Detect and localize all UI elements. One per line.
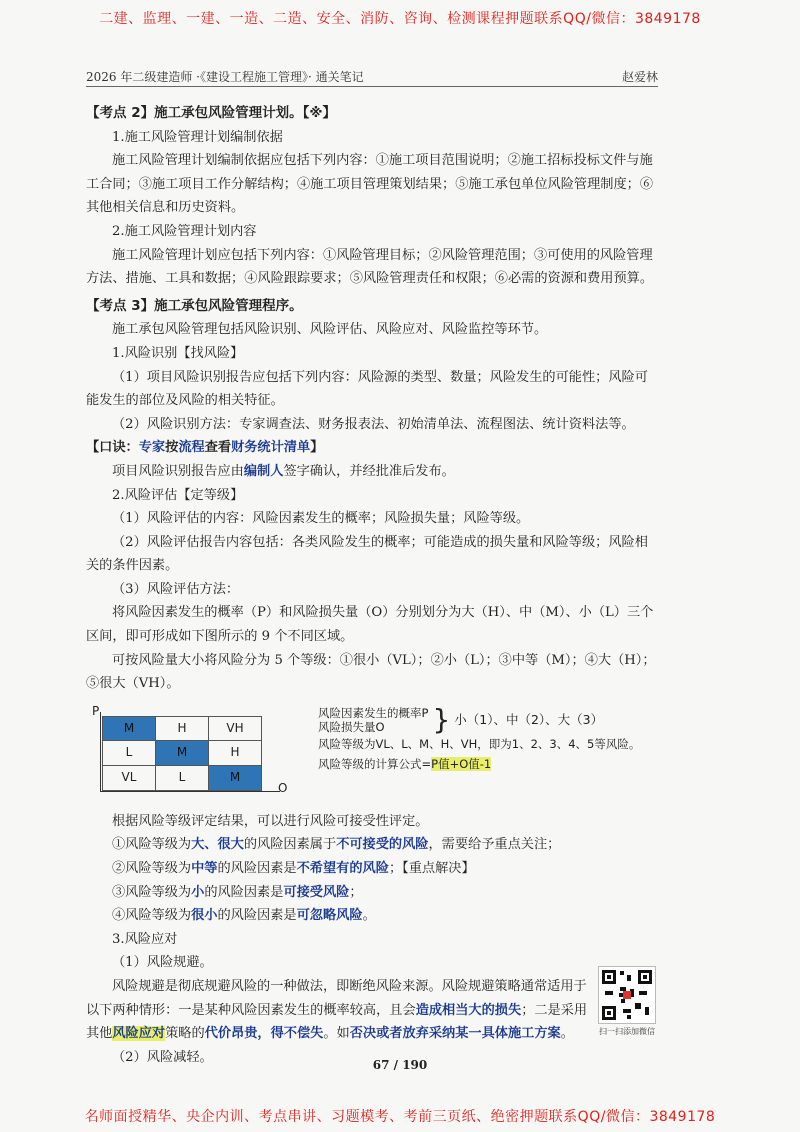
risk-matrix xyxy=(102,716,262,791)
text: ；【重点解决】 xyxy=(388,861,475,877)
subheading: 1.风险识别【找风险】 xyxy=(112,345,244,361)
level-text: 小（1）、中（2）、大（3） xyxy=(454,711,604,727)
top-banner: 二建、监理、一建、一造、二造、安全、消防、咨询、检测课程押题联系QQ/微信：3849178 xyxy=(99,11,701,27)
emphasis: 代价昂贵，得不偿失 xyxy=(204,1026,324,1042)
text: 风险规避是彻底规避风险的一种做法，即断绝风险来源。风险规避策略通常适用于以下两种情形：一是某种风险因素发生的概率较高，且会 xyxy=(86,979,587,1018)
qr-code-icon xyxy=(599,967,655,1023)
x-axis-line xyxy=(100,791,280,792)
paragraph xyxy=(86,460,658,484)
emphasis: 否决或者放弃采纳某一具体施工方案 xyxy=(349,1026,561,1042)
page-content xyxy=(86,98,658,1069)
section-3-heading xyxy=(86,295,658,319)
text: 的风险因素是 xyxy=(204,884,284,900)
figure-notes xyxy=(318,702,668,774)
emphasis: 小 xyxy=(191,884,205,900)
pq-labels xyxy=(318,706,428,734)
text: 。 xyxy=(362,908,376,924)
formula-line xyxy=(318,754,668,774)
y-axis-line xyxy=(100,712,101,792)
matrix-cell: L xyxy=(156,766,209,791)
formula-prefix: 风险等级的计算公式= xyxy=(318,756,432,771)
emphasis: 可接受风险 xyxy=(283,884,350,900)
text: 的风险因素属于 xyxy=(243,837,337,853)
emphasis: 风险应对 xyxy=(112,1026,166,1042)
risk-rule xyxy=(86,833,658,857)
paragraph: 施工承包风险管理包括风险识别、风险评估、风险应对、风险监控等环节。 xyxy=(112,322,548,338)
risk-rule xyxy=(86,881,658,905)
mnemonic-key: 流程 xyxy=(178,440,205,456)
risk-matrix-figure xyxy=(86,700,658,810)
risk-rule xyxy=(86,904,658,928)
text: 策略的 xyxy=(165,1026,205,1042)
qr-code[interactable] xyxy=(598,966,656,1024)
text: 的风险因素是 xyxy=(217,908,297,924)
paragraph: （3）风险评估方法： xyxy=(112,581,240,597)
emphasis: 不希望有的风险 xyxy=(296,861,389,877)
text: ①风险等级为 xyxy=(112,837,192,853)
text: 签字确认，并经批准后发布。 xyxy=(283,463,455,479)
paragraph: （1）项目风险识别报告应包括下列内容：风险源的类型、数量；风险发生的可能性；风险可能发生的部位及风险的相关特征。 xyxy=(86,369,648,409)
mnemonic-key: 专家 xyxy=(138,440,166,456)
formula: P值+O值-1 xyxy=(431,756,492,771)
matrix-cell: L xyxy=(103,741,156,766)
loss-label: 风险损失量O xyxy=(318,719,385,734)
mnemonic-text: 按 xyxy=(165,440,179,456)
text: ，需要给予重点关注； xyxy=(428,837,561,853)
paragraph: 可按风险量大小将风险分为 5 个等级：①很小（VL）；②小（L）；③中等（M）；④大（H）；⑤很大（VH）。 xyxy=(86,652,656,692)
subheading: 2.施工风险管理计划内容 xyxy=(112,223,257,239)
subheading: 1.施工风险管理计划编制依据 xyxy=(112,129,283,145)
axis-o-label: O xyxy=(278,780,288,795)
header-author: 赵爱林 xyxy=(621,70,658,84)
mnemonic-text: 查看 xyxy=(204,440,232,456)
emphasis: 不可接受的风险 xyxy=(336,837,429,853)
text: 。 xyxy=(560,1026,574,1042)
matrix-cell: VL xyxy=(103,766,156,791)
section-tag: 【考点 2】 xyxy=(86,105,155,121)
emphasis: 很小 xyxy=(191,908,218,924)
page-header xyxy=(86,66,658,87)
section-tag: 【考点 3】 xyxy=(86,297,155,314)
paragraph: （1）风险评估的内容：风险因素发生的概率；风险损失量；风险等级。 xyxy=(112,511,530,527)
rank-text: 风险等级为VL、L、M、H、VH，即为1、2、3、4、5等风险。 xyxy=(318,736,641,751)
matrix-cell: M xyxy=(156,741,209,766)
text: ；二是采用其他 xyxy=(86,1002,588,1042)
text: 。如 xyxy=(323,1026,350,1042)
subheading: 3.风险应对 xyxy=(112,931,178,947)
matrix-cell: M xyxy=(103,716,156,741)
subheading: 2.风险评估【定等级】 xyxy=(112,487,244,503)
prob-label: 风险因素发生的概率P xyxy=(318,705,429,720)
emphasis: 可忽略风险 xyxy=(296,908,363,924)
mnemonic-prefix: 【口诀： xyxy=(86,440,139,456)
mnemonic xyxy=(86,436,658,460)
bottom-banner: 名师面授精华、央企内训、考点串讲、习题模考、考前三页纸、绝密押题联系QQ/微信：3849178 xyxy=(84,1109,716,1125)
text: ②风险等级为 xyxy=(112,861,192,877)
page-number: 67 / 190 xyxy=(372,1058,428,1072)
emphasis: 中等 xyxy=(191,861,218,877)
matrix-cell: VH xyxy=(209,716,262,741)
mnemonic-suffix: 】 xyxy=(310,440,324,456)
subheading: （1）风险规避。 xyxy=(112,955,213,971)
text: 项目风险识别报告应由 xyxy=(112,463,244,479)
subheading: （2）风险减轻。 xyxy=(112,1049,213,1065)
risk-rule xyxy=(86,857,658,881)
paragraph: （2）风险识别方法：专家调查法、财务报表法、初始清单法、流程图法、统计资料法等。 xyxy=(112,416,635,432)
emphasis: 造成相当大的损失 xyxy=(415,1002,522,1018)
matrix-cell: H xyxy=(156,716,209,741)
section-2-heading xyxy=(86,102,658,126)
text: 的风险因素是 xyxy=(217,861,297,877)
paragraph: 施工风险管理计划应包括下列内容：①风险管理目标；②风险管理范围；③可使用的风险管理方法、措施、工具和数据；④风险跟踪要求；⑤风险管理责任和权限；⑥必需的资源和费用预算。 xyxy=(86,247,654,287)
pq-line xyxy=(318,702,668,736)
paragraph xyxy=(86,975,594,1046)
matrix-cell: H xyxy=(209,741,262,766)
paragraph: 根据风险等级评定结果，可以进行风险可接受性评定。 xyxy=(112,813,429,829)
mnemonic-key: 财务统计清单 xyxy=(231,440,311,456)
text: ③风险等级为 xyxy=(112,884,192,900)
text: ； xyxy=(349,884,363,900)
text: ④风险等级为 xyxy=(112,908,192,924)
paragraph: （2）风险评估报告内容包括：各类风险发生的概率；可能造成的损失量和风险等级；风险相关的条件因素。 xyxy=(86,534,648,574)
axis-p-label: P xyxy=(92,703,100,718)
matrix-cell: M xyxy=(209,766,262,791)
qr-caption: 扫一扫添加微信 xyxy=(599,1027,655,1036)
brace-icon: } xyxy=(432,702,451,736)
emphasis: 编制人 xyxy=(243,463,284,479)
paragraph: 将风险因素发生的概率（P）和风险损失量（O）分别划分为大（H）、中（M）、小（L）三个区间，即可形成如下图所示的 9 个不同区域。 xyxy=(86,605,654,645)
paragraph: 施工风险管理计划编制依据应包括下列内容：①施工项目范围说明；②施工招标投标文件与施工合同；③施工项目工作分解结构；④施工项目管理策划结果；⑤施工承包单位风险管理制度；⑥其他相关信息和历史资料。 xyxy=(86,153,654,216)
header-title: 2026 年二级建造师 ·《建设工程施工管理》· 通关笔记 xyxy=(86,70,364,84)
section-title: 施工承包风险管理计划。【※】 xyxy=(154,105,336,121)
section-title: 施工承包风险管理程序。 xyxy=(154,297,303,314)
emphasis: 大、很大 xyxy=(191,837,244,853)
